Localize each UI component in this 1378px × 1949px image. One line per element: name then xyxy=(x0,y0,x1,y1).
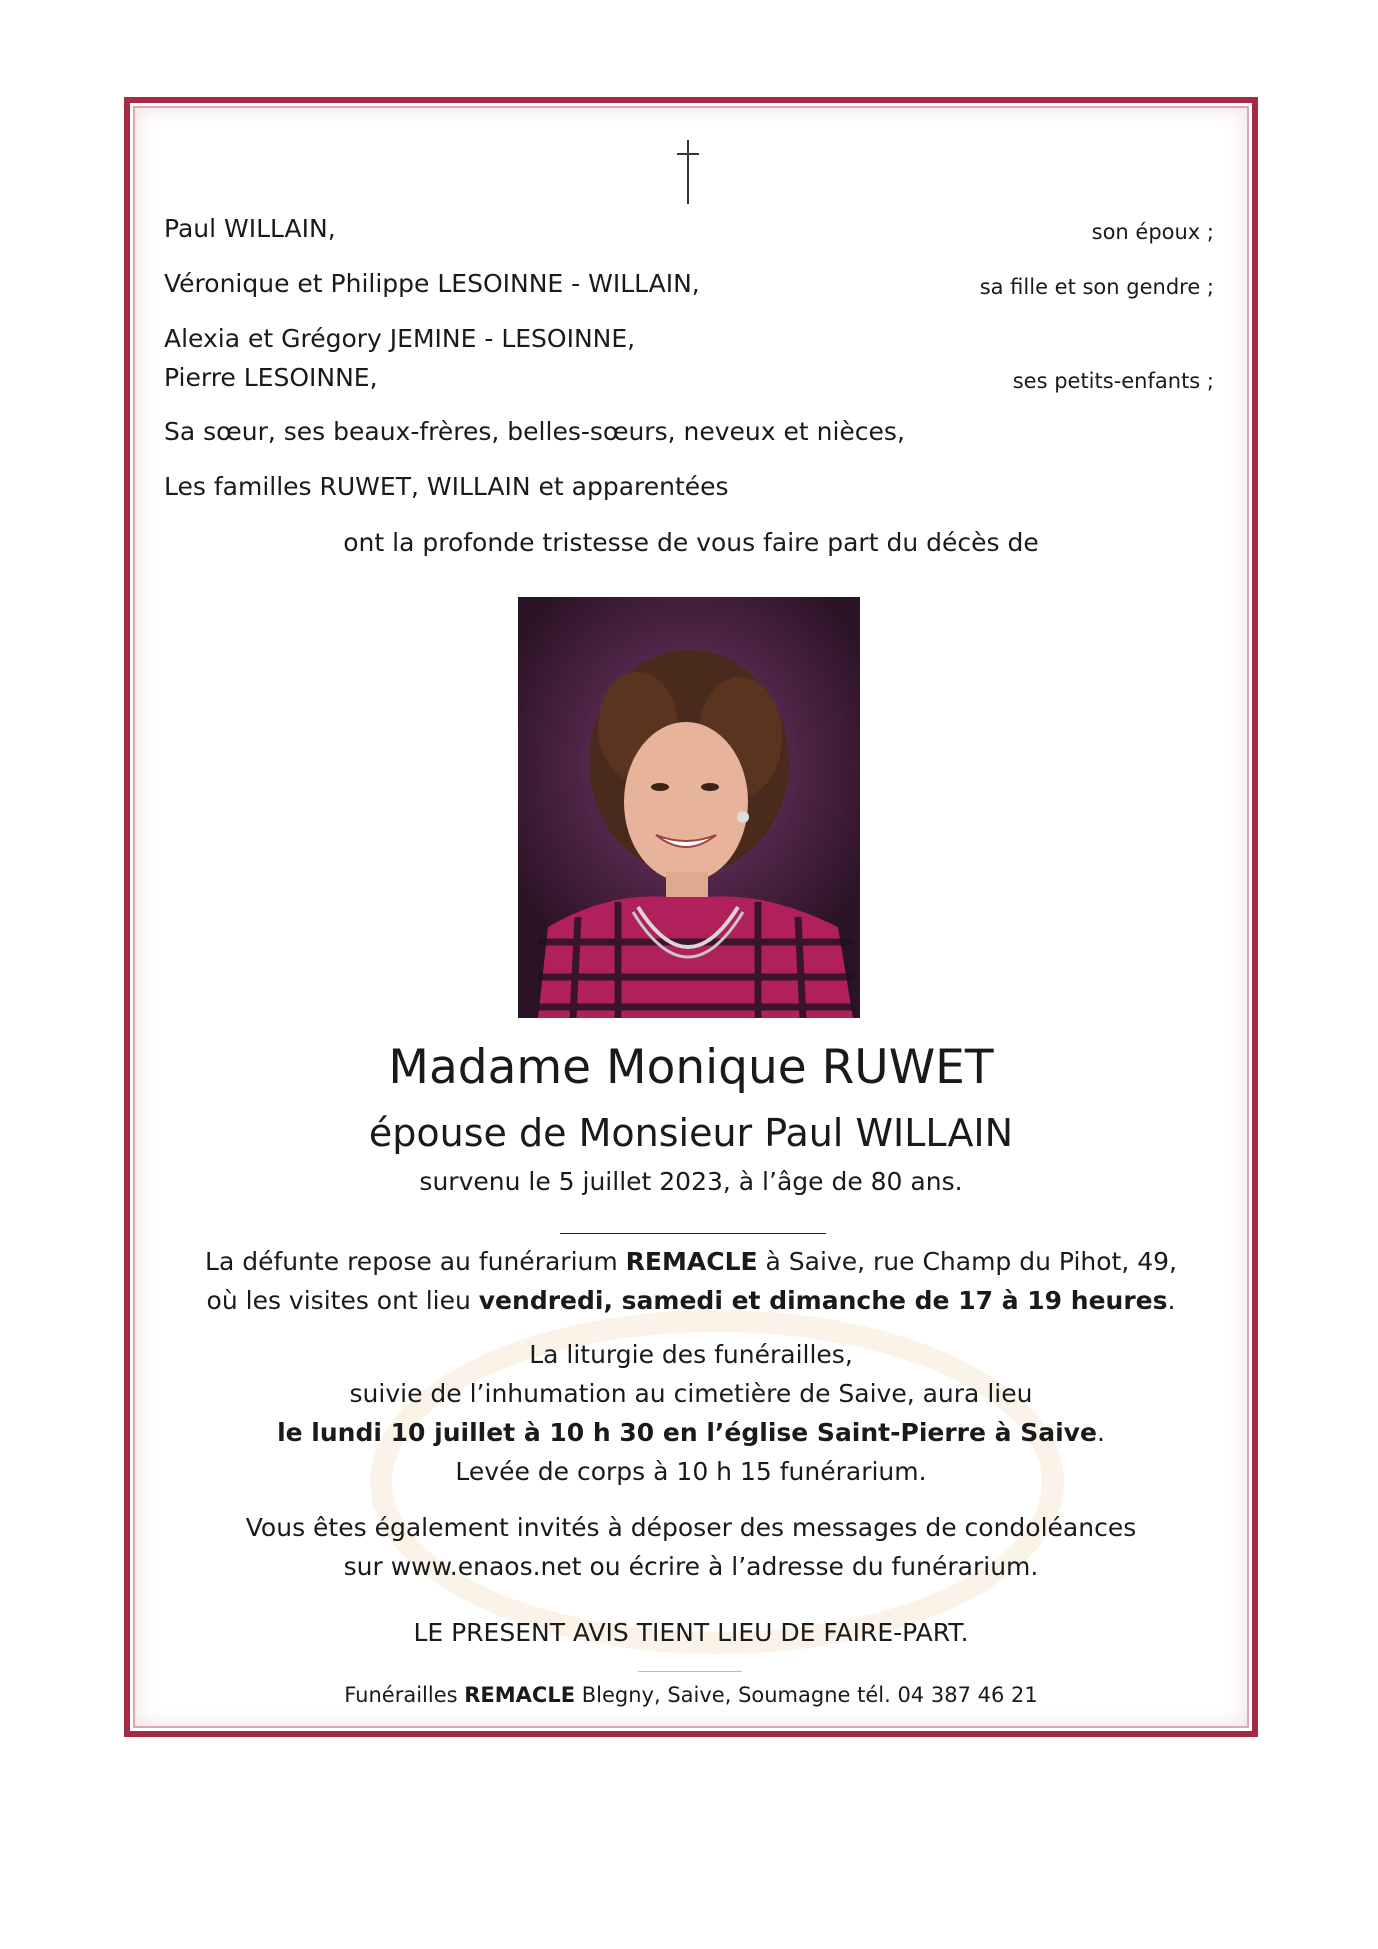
notice: LE PRESENT AVIS TIENT LIEU DE FAIRE-PART. xyxy=(413,1618,969,1647)
family-relation: son époux ; xyxy=(1091,220,1214,244)
family-relation: ses petits-enfants ; xyxy=(1012,369,1214,393)
funeral-line-3: le lundi 10 juillet à 10 h 30 en l’église Saint-Pierre à Saive. xyxy=(277,1418,1105,1447)
portrait-photo xyxy=(518,597,860,1018)
family-name: Alexia et Grégory JEMINE - LESOINNE, xyxy=(164,324,636,353)
footer-divider xyxy=(638,1671,742,1672)
funeral-line-2: suivie de l’inhumation au cimetière de Saive, aura lieu xyxy=(349,1379,1033,1408)
funeral-line-1: La liturgie des funérailles, xyxy=(529,1340,853,1369)
family-others-line: Sa sœur, ses beaux-frères, belles-sœurs, neveux et nièces, xyxy=(164,417,905,446)
family-row-grandchildren xyxy=(164,320,1214,400)
cross-icon xyxy=(677,140,699,204)
rest-line-1: La défunte repose au funérarium REMACLE à Saive, rue Champ du Pihot, 49, xyxy=(205,1247,1177,1276)
footer: Funérailles REMACLE Blegny, Saive, Soumagne tél. 04 387 46 21 xyxy=(344,1683,1038,1707)
divider xyxy=(560,1233,826,1234)
family-name: Paul WILLAIN, xyxy=(164,214,336,243)
condolences-line-2: sur www.enaos.net ou écrire à l’adresse du funérarium. xyxy=(343,1552,1039,1581)
family-name: Pierre LESOINNE, xyxy=(164,363,378,392)
deceased-name: Madame Monique RUWET xyxy=(388,1040,994,1095)
family-name: Véronique et Philippe LESOINNE - WILLAIN, xyxy=(164,269,700,298)
deceased-spouse: épouse de Monsieur Paul WILLAIN xyxy=(368,1111,1014,1155)
family-others-line: Les familles RUWET, WILLAIN et apparentées xyxy=(164,472,729,501)
family-relation: sa fille et son gendre ; xyxy=(979,275,1214,299)
deceased-death: survenu le 5 juillet 2023, à l’âge de 80 ans. xyxy=(419,1167,963,1196)
rest-line-2: où les visites ont lieu vendredi, samedi et dimanche de 17 à 19 heures. xyxy=(206,1286,1176,1315)
funeral-line-4: Levée de corps à 10 h 15 funérarium. xyxy=(455,1457,927,1486)
announcement: ont la profonde tristesse de vous faire part du décès de xyxy=(343,528,1039,557)
condolences-line-1: Vous êtes également invités à déposer des messages de condoléances xyxy=(245,1513,1137,1542)
